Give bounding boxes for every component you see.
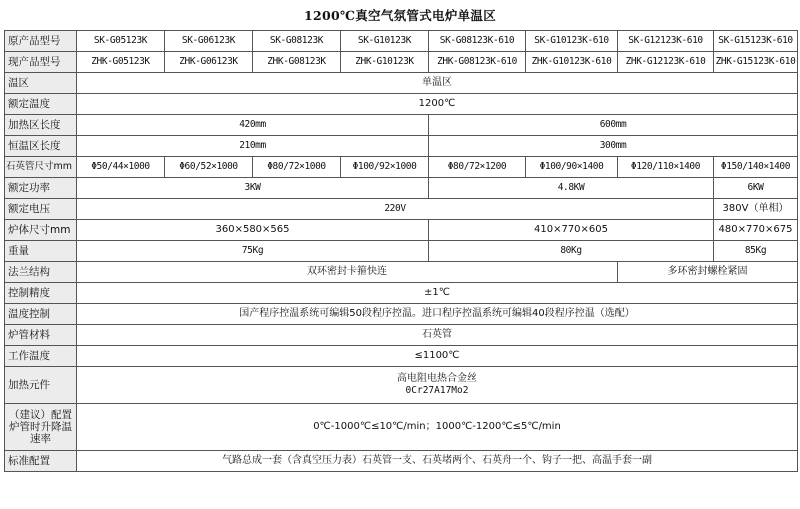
row-label: 现产品型号 — [5, 52, 77, 73]
spec-table — [4, 30, 798, 472]
row-standard-config — [5, 451, 798, 472]
row-label: 法兰结构 — [5, 262, 77, 283]
row-label: 控制精度 — [5, 283, 77, 304]
accuracy-value: ±1℃ — [77, 283, 798, 304]
ramp-label-line-1: （建议）配置 — [9, 409, 72, 421]
model-cell: ZHK-G08123K — [253, 52, 341, 73]
weight-value: 80Kg — [429, 241, 714, 262]
const-length-value: 300mm — [429, 136, 798, 157]
const-length-value: 210mm — [77, 136, 429, 157]
row-label: 加热区长度 — [5, 115, 77, 136]
voltage-value: 220V — [77, 199, 714, 220]
row-label: 额定温度 — [5, 94, 77, 115]
tube-size-cell: Φ60/52×1000 — [165, 157, 253, 178]
row-tube-material — [5, 325, 798, 346]
row-orig-model — [5, 31, 798, 52]
row-body-size — [5, 220, 798, 241]
row-label: 加热元件 — [5, 367, 77, 404]
voltage-value: 380V（单相） — [714, 199, 798, 220]
row-label: 重量 — [5, 241, 77, 262]
row-label: 原产品型号 — [5, 31, 77, 52]
model-cell: SK-G10123K-610 — [526, 31, 618, 52]
page-title: 1200℃真空气氛管式电炉单温区 — [303, 8, 497, 23]
row-rated-temp — [5, 94, 798, 115]
model-cell: SK-G08123K-610 — [429, 31, 526, 52]
model-cell: ZHK-G10123K-610 — [526, 52, 618, 73]
body-size-value: 360×580×565 — [77, 220, 429, 241]
row-temp-control — [5, 304, 798, 325]
model-cell: SK-G12123K-610 — [618, 31, 714, 52]
tube-size-cell: Φ80/72×1200 — [429, 157, 526, 178]
model-cell: SK-G10123K — [341, 31, 429, 52]
ramp-label-line-3: 速率 — [30, 433, 51, 445]
model-cell: ZHK-G06123K — [165, 52, 253, 73]
row-heater — [5, 367, 798, 404]
model-cell: ZHK-G08123K-610 — [429, 52, 526, 73]
power-value: 3KW — [77, 178, 429, 199]
model-cell: ZHK-G12123K-610 — [618, 52, 714, 73]
row-label: 额定电压 — [5, 199, 77, 220]
row-zone — [5, 73, 798, 94]
weight-value: 85Kg — [714, 241, 798, 262]
temp-control-value: 国产程序控温系统可编辑50段程序控温。进口程序控温系统可编辑40段程序控温（选配） — [77, 304, 798, 325]
zone-value: 单温区 — [77, 73, 798, 94]
tube-size-cell: Φ100/90×1400 — [526, 157, 618, 178]
row-label: 标准配置 — [5, 451, 77, 472]
ramp-label-line-2: 炉管时升降温 — [9, 421, 72, 433]
heat-length-value: 600mm — [429, 115, 798, 136]
row-label: 额定功率 — [5, 178, 77, 199]
row-flange — [5, 262, 798, 283]
body-size-value: 410×770×605 — [429, 220, 714, 241]
row-label: 炉体尺寸mm — [5, 220, 77, 241]
heat-length-value: 420mm — [77, 115, 429, 136]
work-temp-value: ≤1100℃ — [77, 346, 798, 367]
row-label: 炉管材料 — [5, 325, 77, 346]
weight-value: 75Kg — [77, 241, 429, 262]
row-label: 温度控制 — [5, 304, 77, 325]
row-voltage — [5, 199, 798, 220]
row-weight — [5, 241, 798, 262]
heater-line-1: 高电阻电热合金丝 — [397, 373, 477, 384]
heater-line-2: 0Cr27A17Mo2 — [405, 385, 469, 396]
power-value: 4.8KW — [429, 178, 714, 199]
model-cell: SK-G06123K — [165, 31, 253, 52]
row-label — [5, 404, 77, 451]
row-work-temp — [5, 346, 798, 367]
row-label: 温区 — [5, 73, 77, 94]
model-cell: SK-G05123K — [77, 31, 165, 52]
flange-value: 多环密封螺栓紧固 — [618, 262, 798, 283]
row-label: 石英管尺寸mm — [5, 157, 77, 178]
model-cell: SK-G08123K — [253, 31, 341, 52]
row-curr-model — [5, 52, 798, 73]
standard-config-value: 气路总成一套（含真空压力表）石英管一支、石英堵两个、石英舟一个、钩子一把、高温手套一副 — [77, 451, 798, 472]
model-cell: SK-G15123K-610 — [714, 31, 798, 52]
ramp-rate-value: 0℃-1000℃≤10℃/min；1000℃-1200℃≤5℃/min — [77, 404, 798, 451]
heater-value — [77, 367, 798, 404]
row-const-length — [5, 136, 798, 157]
power-value: 6KW — [714, 178, 798, 199]
body-size-value: 480×770×675 — [714, 220, 798, 241]
row-ramp-rate — [5, 404, 798, 451]
row-accuracy — [5, 283, 798, 304]
row-power — [5, 178, 798, 199]
flange-value: 双环密封卡箍快连 — [77, 262, 618, 283]
tube-size-cell: Φ150/140×1400 — [714, 157, 798, 178]
tube-size-cell: Φ120/110×1400 — [618, 157, 714, 178]
row-label: 恒温区长度 — [5, 136, 77, 157]
model-cell: ZHK-G05123K — [77, 52, 165, 73]
tube-material-value: 石英管 — [77, 325, 798, 346]
rated-temp-value: 1200℃ — [77, 94, 798, 115]
tube-size-cell: Φ100/92×1000 — [341, 157, 429, 178]
row-heat-length — [5, 115, 798, 136]
model-cell: ZHK-G10123K — [341, 52, 429, 73]
row-tube-size — [5, 157, 798, 178]
tube-size-cell: Φ80/72×1000 — [253, 157, 341, 178]
tube-size-cell: Φ50/44×1000 — [77, 157, 165, 178]
model-cell: ZHK-G15123K-610 — [714, 52, 798, 73]
row-label: 工作温度 — [5, 346, 77, 367]
